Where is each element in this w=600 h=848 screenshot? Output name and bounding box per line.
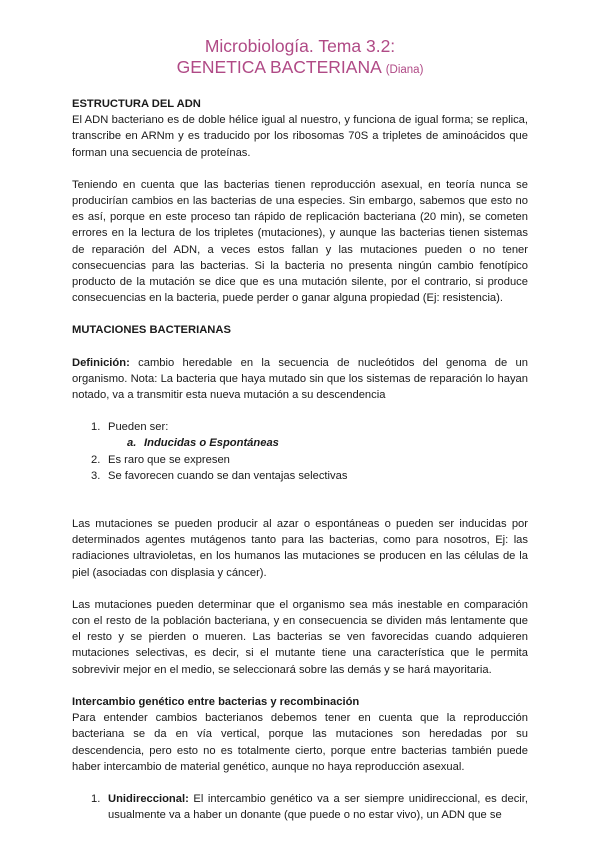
- sublist-item-text: Inducidas o Espontáneas: [144, 437, 279, 450]
- definicion-text: cambio heredable en la secuencia de nucleótidos del genoma de un organismo. Nota: La bacteria que haya mutado sin que los sistemas de reparación lo hayan notado, va a transmitir esta nueva mutación a su descendencia: [72, 356, 528, 402]
- paragraph-estructura-1: El ADN bacteriano es de doble hélice igual al nuestro, y funciona de igual forma; se replica, transcribe en ARNm y es traducido por los ribosomas 70S a tripletes de aminoácidos que forman una secuencia de proteínas.: [72, 114, 528, 159]
- paragraph-mutaciones-3: Las mutaciones se pueden producir al azar o espontáneas o pueden ser inducidas por determinados agentes mutágenos tanto para las bacterias, como para nosotros, Ej: las radiaciones ultravioletas, en los humanos las mutaciones se producen en las células de la piel (asociadas con displasia y cáncer).: [72, 518, 528, 579]
- list-item-text: El intercambio genético va a ser siempre unidireccional, es decir, usualmente va a haber un donante (que puede o no estar vivo), un ADN que se: [108, 792, 528, 822]
- list-item-text: Pueden ser:: [108, 421, 169, 434]
- title-line-1: Microbiología. Tema 3.2:: [204, 36, 396, 56]
- document-body: [72, 96, 528, 823]
- list-item-text: Se favorecen cuando se dan ventajas selectivas: [108, 469, 348, 482]
- intercambio-list: [72, 791, 528, 823]
- definicion-label: Definición:: [72, 356, 130, 369]
- list-item: [72, 419, 528, 435]
- title-author: (Diana): [385, 64, 424, 76]
- list-item-number: 1.: [91, 792, 101, 805]
- heading-estructura: ESTRUCTURA DEL ADN: [72, 98, 201, 110]
- title-main: GENETICA BACTERIANA: [176, 57, 381, 77]
- heading-intercambio: Intercambio genético entre bacterias y recombinación: [72, 695, 360, 708]
- list-item-label: Unidireccional:: [108, 792, 189, 805]
- sublist-item-letter: a.: [127, 437, 137, 450]
- mutaciones-list: [72, 419, 528, 484]
- list-item: [72, 791, 528, 823]
- list-item-text: Es raro que se expresen: [108, 453, 230, 466]
- sublist-item: [72, 435, 528, 451]
- list-item-number: 2.: [91, 453, 101, 466]
- paragraph-estructura-2: Teniendo en cuenta que las bacterias tienen reproducción asexual, en teoría nunca se producirían cambios en las bacterias de una especies. Sin embargo, sabemos que esto no es así, porque en este proceso tan rápido de replicación bacteriana (20 min), se cometen errores en la lectura de los tripletes (mutaciones), y aunque las bacterias tienen sistemas de reparación del ADN, a veces estos fallan y las mutaciones pueden o no tener consecuencias para las bacterias. Si la bacteria no presenta ningún cambio fenotípico producto de la mutación se dice que es una mutación silente, por el contrario, si produce consecuencias en la bacteria, puede perder o ganar alguna propiedad (Ej: resistencia).: [72, 178, 528, 305]
- list-item: [72, 452, 528, 468]
- title-line-2: [0, 56, 600, 81]
- document-title: [0, 36, 600, 81]
- paragraph-mutaciones-4: Las mutaciones pueden determinar que el organismo sea más inestable en comparación con el resto de la población bacteriana, y en consecuencia se dividen más lentamente que el resto y se pierden o mueren. Las bacterias se ven favorecidas cuando adquieren mutaciones selectivas, es decir, si el mutante tiene una característica que le permita sobrevivir mejor en el medio, se seleccionará sobre las demás y se hará mayoritaria.: [72, 598, 528, 676]
- paragraph-intercambio-1: Para entender cambios bacterianos debemos tener en cuenta que la reproducción bacteriana se da en vía vertical, porque las mutaciones son heredadas por su descendencia, pero esto no es totalmente cierto, porque entre bacterias también puede haber intercambio de material genético, aunque no haya reproducción asexual.: [72, 712, 528, 773]
- list-item-number: 3.: [91, 469, 101, 482]
- paragraph-definicion: [72, 355, 528, 404]
- list-item-number: 1.: [91, 421, 101, 434]
- heading-mutaciones: MUTACIONES BACTERIANAS: [72, 324, 231, 337]
- list-item: [72, 468, 528, 484]
